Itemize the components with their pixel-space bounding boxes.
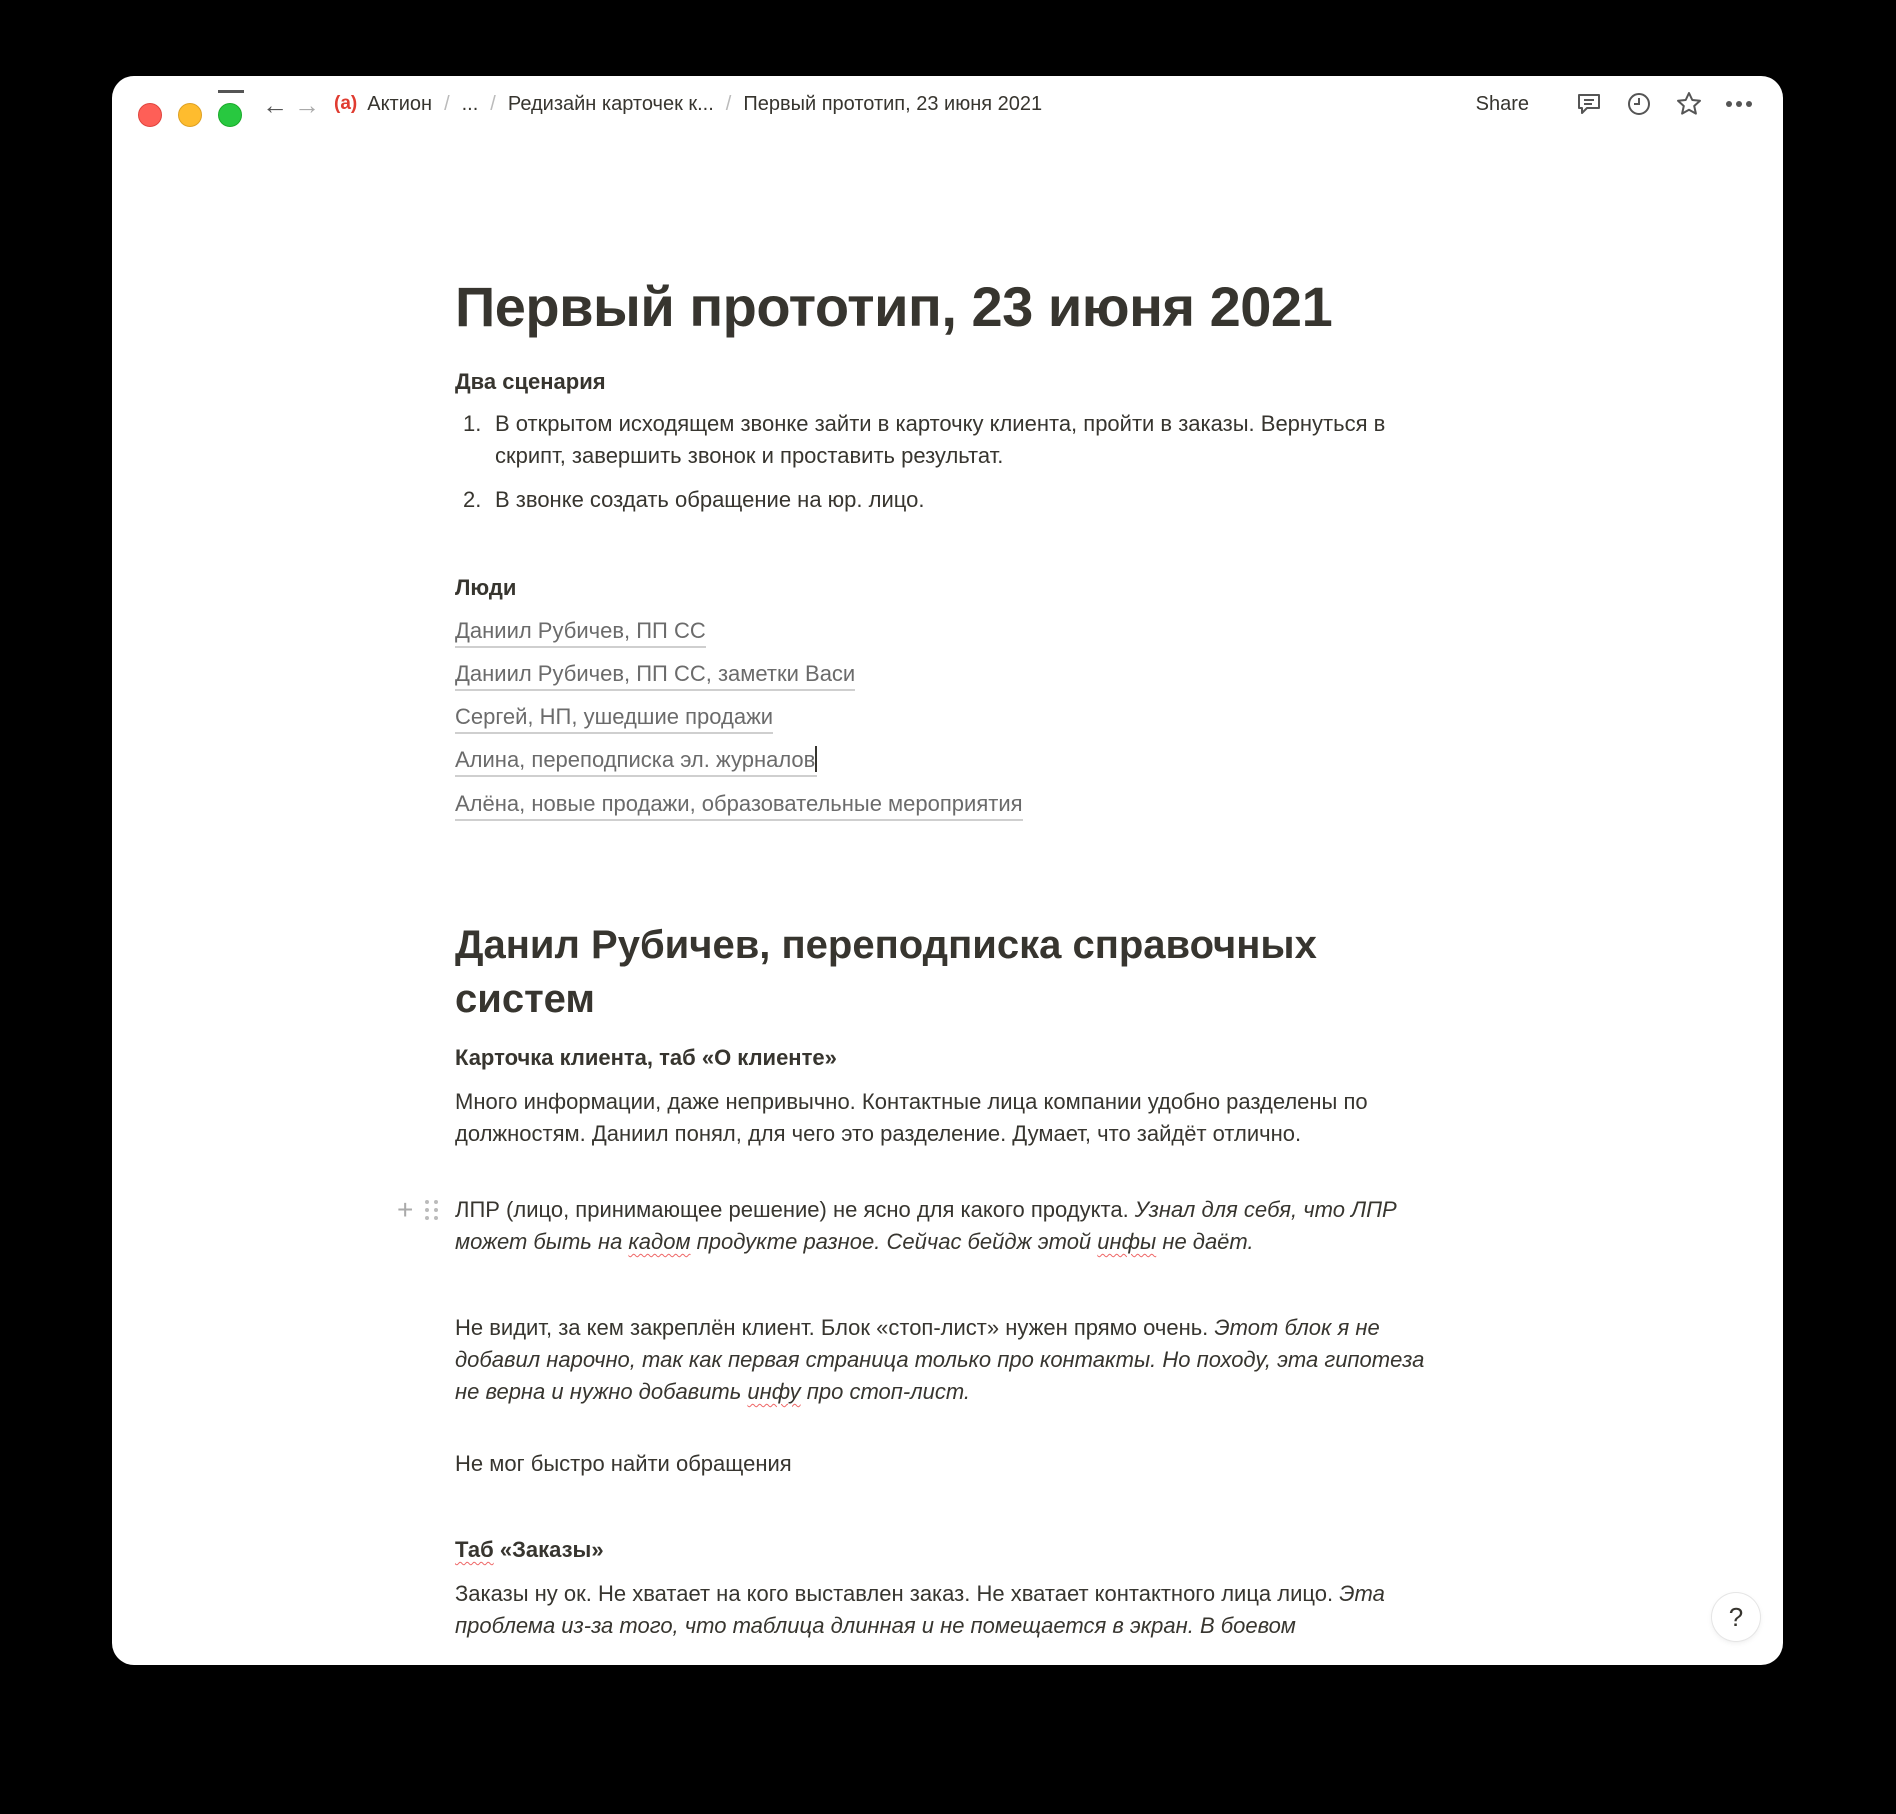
paragraph[interactable]	[397, 1194, 1435, 1258]
share-button[interactable]: Share	[1475, 92, 1529, 115]
breadcrumb-separator: /	[444, 92, 450, 115]
sidebar-menu-icon[interactable]	[218, 90, 244, 106]
star-icon[interactable]	[1675, 90, 1703, 118]
text-run: Заказы ну ок. Не хватает на кого выставлен заказ. Не хватает контактного лица лицо.	[455, 1581, 1340, 1606]
zoom-window-button[interactable]	[218, 103, 242, 127]
more-icon[interactable]	[1725, 90, 1753, 118]
minimize-window-button[interactable]	[178, 103, 202, 127]
page-link[interactable]: Даниил Рубичев, ПП СС, заметки Васи	[455, 659, 855, 691]
misspelled-word: Таб	[455, 1537, 494, 1562]
text-run-italic: продукте разное. Сейчас бейдж этой	[690, 1229, 1098, 1254]
back-button[interactable]: ←	[262, 90, 288, 120]
comment-icon[interactable]	[1575, 90, 1603, 118]
paragraph[interactable]: Много информации, даже непривычно. Контактные лица компании удобно разделены по должностям. Даниил понял, для чего это разделение. Думает, что зайдёт отлично.	[455, 1089, 1368, 1146]
text-run-italic: Узнал для себя, что ЛПР может быть на	[455, 1197, 1397, 1254]
workspace-logo-icon: (a)	[334, 93, 358, 114]
breadcrumb	[334, 88, 1042, 120]
section-heading[interactable]: Данил Рубичев, переподписка справочных систем	[455, 923, 1317, 1021]
forward-button[interactable]: →	[294, 90, 320, 120]
page-link-text: Алина, переподписка эл. журналов	[455, 747, 816, 772]
drag-handle-icon[interactable]	[425, 1200, 439, 1220]
breadcrumb-ellipsis[interactable]: ...	[461, 92, 479, 115]
breadcrumb-separator: /	[490, 92, 496, 115]
misspelled-word: инфу	[747, 1379, 801, 1404]
text-run-italic: Эта проблема из-за того, что таблица длинная и не помещается в экран. В боевом	[455, 1581, 1385, 1638]
page-link[interactable]	[455, 745, 817, 777]
help-button[interactable]: ?	[1712, 1593, 1760, 1641]
text-run-italic: про стоп-лист.	[800, 1379, 971, 1404]
paragraph[interactable]: Не мог быстро найти обращения	[455, 1451, 792, 1476]
page-link[interactable]: Алёна, новые продажи, образовательные мероприятия	[455, 789, 1023, 821]
text-run-italic: не даёт.	[1156, 1229, 1254, 1254]
breadcrumb-current-page[interactable]: Первый прототип, 23 июня 2021	[743, 92, 1043, 115]
people-heading[interactable]: Люди	[455, 575, 517, 600]
list-text: В звонке создать обращение на юр. лицо.	[495, 487, 925, 512]
text-run: Не видит, за кем закреплён клиент. Блок «стоп-лист» нужен прямо очень.	[455, 1315, 1215, 1340]
list-number: 2.	[463, 487, 482, 512]
breadcrumb-parent-page[interactable]: Редизайн карточек к...	[507, 92, 714, 115]
top-bar	[112, 76, 1783, 132]
app-window	[112, 76, 1783, 1665]
page-link[interactable]: Сергей, НП, ушедшие продажи	[455, 702, 773, 734]
scenarios-heading[interactable]: Два сценария	[455, 369, 606, 394]
list-number: 1.	[463, 411, 482, 436]
paragraph[interactable]	[455, 1312, 1435, 1408]
page-actions	[1476, 88, 1753, 120]
add-block-icon[interactable]: +	[397, 1194, 414, 1225]
page-link[interactable]: Даниил Рубичев, ПП СС	[455, 616, 706, 648]
subheading-client-card[interactable]: Карточка клиента, таб «О клиенте»	[455, 1045, 837, 1070]
breadcrumb-separator: /	[725, 92, 732, 115]
misspelled-word: инфы	[1097, 1229, 1157, 1254]
breadcrumb-workspace[interactable]: Актион	[367, 92, 433, 115]
text-cursor	[815, 746, 817, 772]
misspelled-word: кадом	[628, 1229, 691, 1254]
subheading-orders-tab[interactable]	[455, 1534, 604, 1566]
clock-icon[interactable]	[1625, 90, 1653, 118]
text-run: ЛПР (лицо, принимающее решение) не ясно для какого продукта.	[455, 1197, 1135, 1222]
list-text: В открытом исходящем звонке зайти в карточку клиента, пройти в заказы. Вернуться в скрипт, завершить звонок и проставить результат.	[495, 411, 1386, 468]
text-run: «Заказы»	[493, 1537, 604, 1562]
paragraph[interactable]	[455, 1578, 1445, 1642]
close-window-button[interactable]	[138, 103, 162, 127]
block-handle	[397, 1196, 439, 1224]
page-title[interactable]: Первый прототип, 23 июня 2021	[455, 275, 1333, 338]
text-run-italic: Этот блок я не добавил нарочно, так как первая страница только про контакты. Но походу, эта гипотеза не верна и нужно добавить	[455, 1315, 1425, 1404]
